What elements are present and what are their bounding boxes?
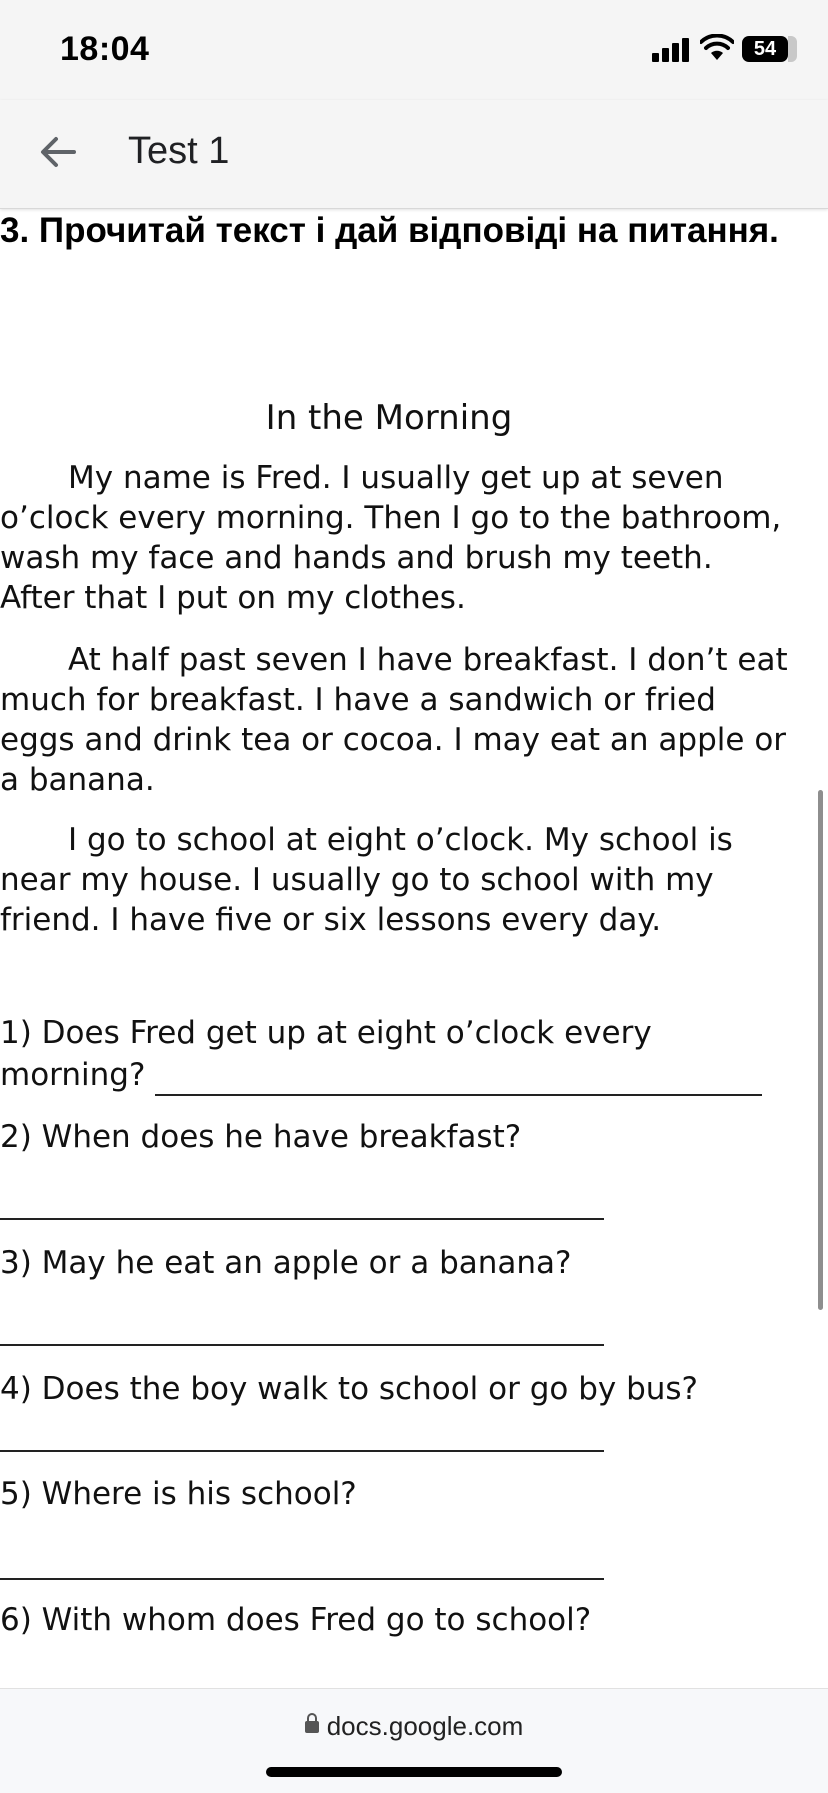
status-bar xyxy=(0,0,828,100)
question-item: 2) When does he have breakfast? xyxy=(0,1119,522,1155)
question-item: 5) Where is his school? xyxy=(0,1476,357,1512)
question-item: 4) Does the boy walk to school or go by bus? xyxy=(0,1371,699,1407)
app-bar xyxy=(0,100,828,209)
question-item: 3) May he eat an apple or a banana? xyxy=(0,1245,572,1281)
document-content[interactable] xyxy=(0,208,818,1688)
answer-line[interactable] xyxy=(0,1218,604,1220)
browser-bottom-bar xyxy=(0,1688,828,1793)
story-title: In the Morning xyxy=(265,398,513,438)
answer-line[interactable] xyxy=(155,1094,762,1096)
question-item: 1) Does Fred get up at eight o’clock every morning? xyxy=(0,1015,652,1093)
question-item: 6) With whom does Fred go to school? xyxy=(0,1602,592,1638)
story-paragraph: My name is Fred. I usually get up at seven o’clock every morning. Then I go to the bathroom, wash my face and hands and brush my teeth. After that I put on my clothes. xyxy=(0,460,782,616)
story-paragraph: At half past seven I have breakfast. I don’t eat much for breakfast. I have a sandwich or fried eggs and drink tea or cocoa. I may eat an apple or a banana. xyxy=(0,642,788,798)
answer-line[interactable] xyxy=(0,1344,604,1346)
answer-line[interactable] xyxy=(0,1578,604,1580)
cellular-signal-icon xyxy=(652,36,692,62)
back-arrow-icon[interactable] xyxy=(30,124,86,180)
home-indicator[interactable] xyxy=(266,1767,562,1777)
url-text: docs.google.com xyxy=(326,1711,524,1741)
story-paragraph: I go to school at eight o’clock. My school is near my house. I usually go to school with my friend. I have five or six lessons every day. xyxy=(0,822,733,938)
status-time: 18:04 xyxy=(60,30,150,68)
lock-icon xyxy=(305,1721,319,1733)
battery-icon: 54 xyxy=(742,36,788,62)
wifi-icon xyxy=(700,34,734,62)
document-title: Test 1 xyxy=(128,130,230,172)
scrollbar[interactable] xyxy=(818,790,823,1310)
task-heading: 3. Прочитай текст і дай відповіді на питання. xyxy=(0,211,779,250)
address-bar[interactable] xyxy=(0,1711,828,1742)
answer-line[interactable] xyxy=(0,1450,604,1452)
